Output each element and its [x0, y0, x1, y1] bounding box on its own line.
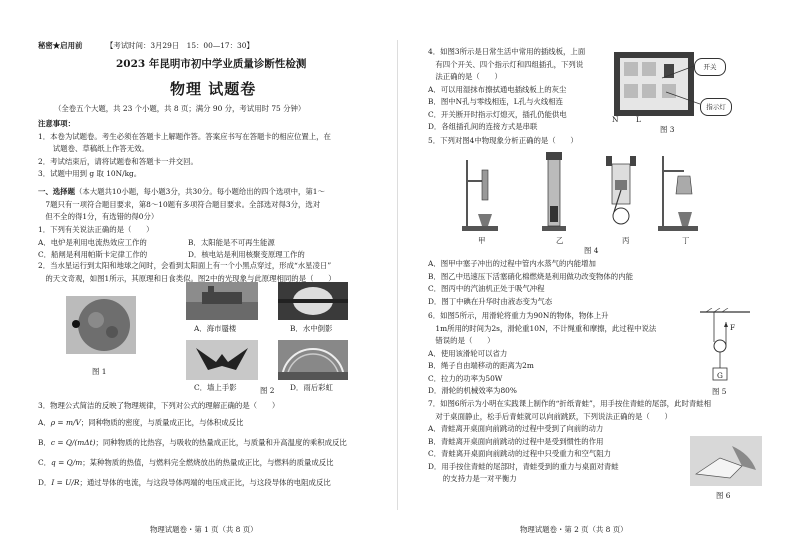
section1-heading: 一、选择题 [38, 187, 75, 196]
q6-option-a: A．使用该滑轮可以省力 [428, 348, 508, 358]
q6-option-d: D．滑轮的机械效率为80% [428, 386, 517, 395]
apparatus-ding-label: 丁 [682, 236, 690, 245]
footer-right: 物理试题卷・第 2 页（共 8 页） [520, 525, 628, 534]
q1-option-c: C．船闸是利用帕斯卡定律工作的 [38, 250, 148, 259]
q4-option-d: D．各组插孔间的连接方式是串联 [428, 122, 538, 131]
figure-2d-label: D．雨后彩虹 [290, 383, 333, 392]
question-5-options [428, 258, 633, 308]
figure-2d-rainbow [278, 340, 348, 380]
callout-leader-lines [660, 62, 700, 112]
q4-option-c: C．开关断开时指示灯熄灭，插孔仍能供电 [428, 109, 567, 119]
q3-a-formula: ρ = m/V [50, 417, 81, 427]
question-3 [38, 400, 347, 493]
q6-line-3: 错误的是（ ） [428, 336, 495, 345]
sun-disk-icon [66, 296, 136, 354]
q7-option-d: D．用手按住青蛙的尾部时，青蛙受到的重力与桌面对青蛙 [428, 461, 619, 471]
apparatus-jia-label: 甲 [478, 236, 486, 245]
figure-2-caption: 图 2 [260, 386, 275, 395]
section1-desc: 但不全的得1分，有选错的得0分） [38, 212, 159, 221]
q5-option-c: C．图丙中的汽油机正处于吸气冲程 [428, 284, 545, 293]
q3-b-formula: c = Q/(mΔt) [50, 437, 96, 447]
switch-callout: 开关 [694, 58, 726, 76]
section1-desc: 7题只有一项符合题目要求，第8～10题有多项符合题目要求。全部选对得3分，选对 [38, 199, 321, 209]
figure-2b-reflection [278, 282, 348, 320]
figure-6-caption: 图 6 [716, 491, 731, 500]
note-item: 2．考试结束后，请将试题卷和答题卡一并交回。 [38, 156, 198, 166]
apparatus-yi-icon [542, 152, 566, 231]
q3-c-label: C． [38, 457, 52, 467]
note-item: 3．试题中用到 g 取 10N/kg。 [38, 169, 142, 178]
subject-title: 物理 试题卷 [170, 80, 257, 98]
figure-2a-label: A．海市蜃楼 [194, 324, 237, 333]
apparatus-jia-icon [462, 160, 498, 231]
apparatus-yi-label: 乙 [556, 236, 564, 245]
socket-n-label: N [612, 115, 619, 124]
note-item: 试题卷、草稿纸上作答无效。 [38, 144, 149, 153]
section1-block [38, 186, 325, 224]
q3-c-formula: q = Q/m [51, 457, 83, 467]
apparatus-bing-icon [606, 156, 636, 224]
notes-block [38, 118, 331, 181]
q6-option-c: C．拉力的功率为50W [428, 373, 503, 383]
note-item: 1．本卷为试题卷。考生必须在答题卡上解题作答。答案应书写在答题卡的相应位置上，在 [38, 131, 331, 141]
indicator-callout: 指示灯 [700, 98, 732, 116]
figure-1-transit-image [66, 296, 136, 354]
figure-5-pulley [700, 308, 750, 392]
q4-line-3: 法正确的是（ ） [428, 72, 502, 81]
q3-d-text: ；通过导体的电流，与这段导体两端的电压成正比，与这段导体的电阻成反比 [79, 477, 331, 487]
q3-d-label: D． [38, 477, 52, 487]
question-4 [428, 46, 585, 134]
q5-option-d: D．图丁中碘在升华时由液态变为气态 [428, 296, 553, 306]
apparatus-bing-label: 丙 [622, 236, 630, 245]
figure-4-apparatus [452, 150, 752, 236]
q4-line-2: 有四个开关、四个指示灯和四组插孔，下列说 [428, 59, 584, 69]
q3-a-label: A． [38, 417, 51, 427]
question-7 [428, 398, 711, 486]
q7-option-b: B．青蛙离开桌面向前跳动的过程中是受到惯性的作用 [428, 436, 604, 446]
exam-time: 【考试时间：3月29日 15：00—17：30】 [106, 41, 254, 50]
socket-l-label: L [636, 115, 641, 124]
question-6 [428, 310, 656, 398]
q6-option-b: B．绳子自由端移动的距离为2m [428, 361, 534, 370]
q3-d-formula: I = U/R [51, 477, 80, 487]
q6-line-1: 6．如图5所示，用滑轮将重力为90N的物体，物体上升 [428, 311, 609, 320]
q3-stem: 3．物理公式简洁的反映了物理规律，下列对公式的理解正确的是（ ） [38, 401, 280, 410]
q3-b-text: ；同种物质的比热容，与吸收的热量成正比，与质量和升高温度的乘积成反比 [95, 437, 347, 447]
q3-b-label: B． [38, 437, 51, 447]
q7-option-d: 的支持力是一对平衡力 [428, 474, 517, 483]
q3-a-text: ；同种物质的密度，与质量成正比，与体积成反比 [80, 417, 244, 427]
section1-desc: （本大题共10小题，每小题3分，共30分。每小题给出的四个选项中，第1～ [74, 187, 325, 196]
exam-info: （全卷五个大题，共 23 个小题，共 8 页；满分 90 分，考试用时 75 分钟） [54, 104, 306, 113]
q3-c-text: ；某种物质的热值，与燃料完全燃烧放出的热量成正比，与燃料的质量成反比 [82, 457, 334, 467]
figure-3-caption: 图 3 [660, 125, 675, 134]
q5-option-b: B．图乙中迅速压下活塞硝化棉燃烧是利用做功改变物体的内能 [428, 271, 633, 281]
figure-2c-label: C．墙上手影 [194, 383, 237, 392]
q1-stem: 1．下列有关说法正确的是（ ） [38, 225, 154, 234]
figure-4-caption: 图 4 [584, 246, 599, 255]
figure-1-caption: 图 1 [92, 367, 107, 376]
figure-2a-mirage [186, 282, 258, 320]
q7-line-2: 对于桌面静止，松手后青蛙就可以向前跳跃，下列说法正确的是（ ） [428, 411, 672, 421]
apparatus-ding-icon [658, 156, 698, 231]
question-1 [38, 224, 338, 262]
footer-left: 物理试题卷・第 1 页（共 8 页） [150, 525, 258, 534]
notes-heading: 注意事项： [38, 119, 75, 128]
secret-label: 秘密★启用前 [38, 41, 83, 50]
exam-title: 2023 年昆明市初中学业质量诊断性检测 [116, 58, 307, 70]
q5-option-a: A．图甲中塞子冲出的过程中管内水蒸气的内能增加 [428, 259, 596, 268]
figure-5-caption: 图 5 [712, 387, 727, 396]
figure-6-paper-frog [690, 436, 762, 486]
q4-option-a: A．可以用湿抹布擦拭通电插线板上的灰尘 [428, 84, 567, 94]
q5-stem: 5．下列对图4中物现象分析正确的是（ ） [428, 136, 578, 145]
q2-line-2: 的天文奇观，如图1所示，其原理和日食类似。图2中的光现象与此原理相同的是（ ） [38, 273, 336, 283]
q7-line-1: 7．如图6所示为小明在实践课上制作的“折纸青蛙”，用手按住青蛙的尾部，此时青蛙相 [428, 399, 712, 408]
q2-line-1: 2．当水星运行到太阳和地球之间时，会看到太阳面上有一个小黑点穿过，形成“水星凌日” [38, 261, 332, 270]
q1-option-b: B．太阳能是不可再生能源 [188, 237, 275, 247]
weight-g-label: G [717, 371, 723, 380]
q7-option-c: C．青蛙离开桌面向前跳动的过程中只受重力和空气阻力 [428, 449, 612, 458]
q4-option-b: B．图中N孔与零线相连，L孔与火线相连 [428, 97, 564, 106]
q7-option-a: A．青蛙离开桌面向前跳动的过程中受到了向前的动力 [428, 424, 604, 433]
figure-2c-hand-shadow [186, 340, 258, 380]
q6-line-2: 1m所用的时间为2s，滑轮重10N，不计绳重和摩擦，此过程中说法 [428, 323, 657, 333]
force-f-label: F [730, 323, 736, 332]
q1-option-a: A．电炉是利用电流热效应工作的 [38, 237, 147, 247]
q4-line-1: 4．如图3所示是日常生活中常用的插线板，上面 [428, 47, 586, 56]
q1-option-d: D．核电站是利用核聚变原理工作的 [188, 250, 305, 259]
page-divider [397, 40, 398, 510]
figure-2b-label: B．水中倒影 [290, 324, 333, 333]
